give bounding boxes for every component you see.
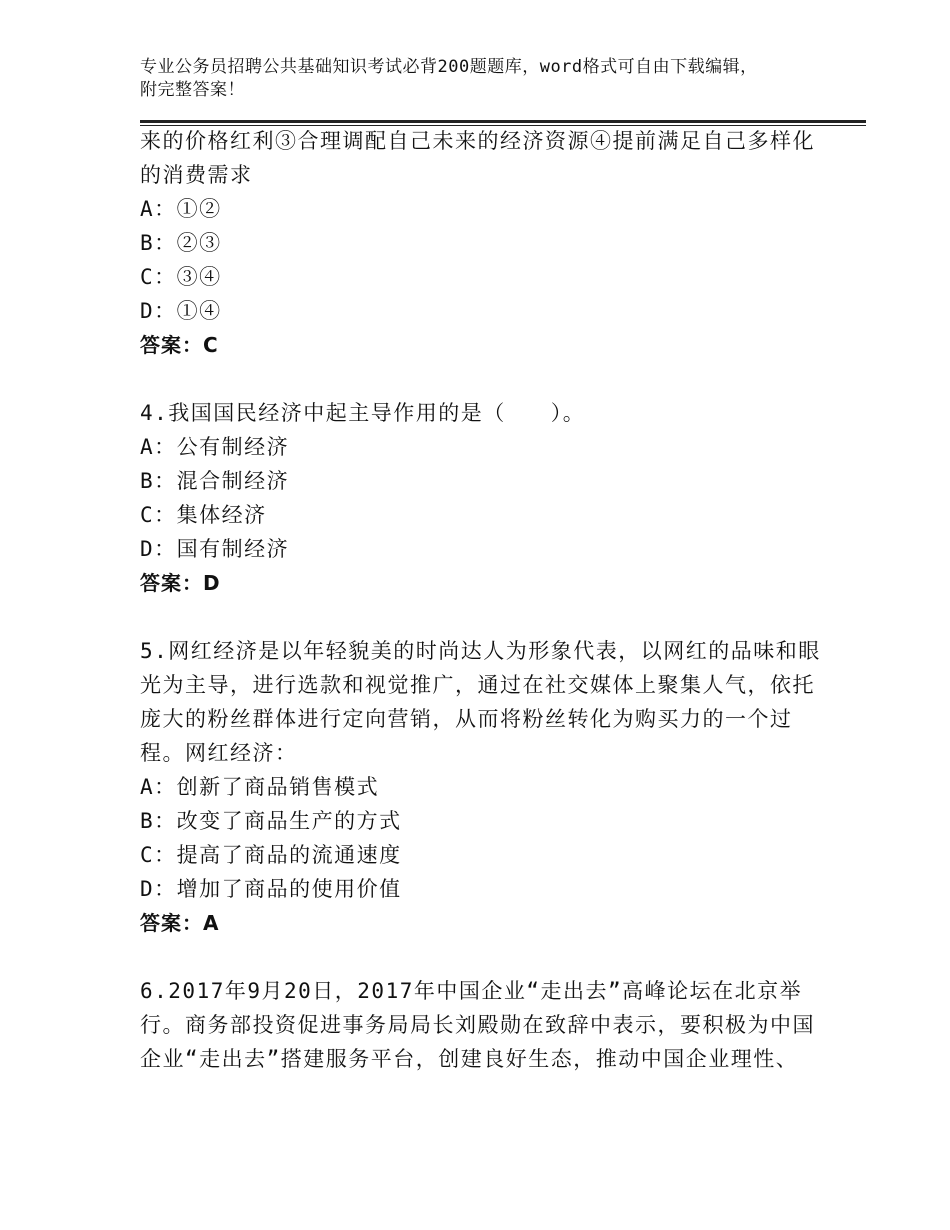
question-4 (140, 396, 820, 600)
question-content (140, 124, 820, 1076)
question-stem-line: 来的价格红利③合理调配自己未来的经济资源④提前满足自己多样化 (140, 129, 815, 153)
answer-label: 答案：D (140, 571, 221, 595)
spacer (140, 600, 820, 634)
option-b: B：②③ (140, 231, 222, 255)
option-d: D：①④ (140, 299, 222, 323)
option-c: C：③④ (140, 265, 222, 289)
question-stem-line: 程。网红经济： (140, 741, 298, 765)
question-6 (140, 974, 820, 1076)
question-stem-line: 4.我国国民经济中起主导作用的是（ ）。 (140, 401, 586, 425)
question-stem-line: 5.网红经济是以年轻貌美的时尚达人为形象代表，以网红的品味和眼 (140, 639, 821, 663)
answer-label: 答案：C (140, 333, 219, 357)
question-stem-line: 行。商务部投资促进事务局局长刘殿勋在致辞中表示，要积极为中国 (140, 1013, 815, 1037)
option-b: B：混合制经济 (140, 469, 290, 493)
question-stem-line: 光为主导，进行选款和视觉推广，通过在社交媒体上聚集人气，依托 (140, 673, 815, 697)
spacer (140, 362, 820, 396)
question-stem-line: 庞大的粉丝群体进行定向营销，从而将粉丝转化为购买力的一个过 (140, 707, 793, 731)
answer-label: 答案：A (140, 911, 220, 935)
option-c: C：提高了商品的流通速度 (140, 843, 402, 867)
header-line-1: 专业公务员招聘公共基础知识考试必背200题题库，word格式可自由下载编辑， (140, 57, 758, 77)
question-stem-line: 企业“走出去”搭建服务平台，创建良好生态，推动中国企业理性、 (140, 1047, 799, 1071)
document-header (140, 56, 820, 102)
question-3 (140, 124, 820, 362)
option-c: C：集体经济 (140, 503, 267, 527)
spacer (140, 940, 820, 974)
question-5 (140, 634, 820, 940)
option-d: D：国有制经济 (140, 537, 290, 561)
header-rule-thick (140, 120, 866, 123)
option-a: A：①② (140, 197, 222, 221)
option-a: A：公有制经济 (140, 435, 290, 459)
option-a: A：创新了商品销售模式 (140, 775, 380, 799)
question-stem-line: 的消费需求 (140, 163, 253, 187)
question-stem-line: 6.2017年9月20日，2017年中国企业“走出去”高峰论坛在北京举 (140, 979, 803, 1003)
option-d: D：增加了商品的使用价值 (140, 877, 402, 901)
header-line-2: 附完整答案！ (140, 80, 245, 100)
option-b: B：改变了商品生产的方式 (140, 809, 402, 833)
